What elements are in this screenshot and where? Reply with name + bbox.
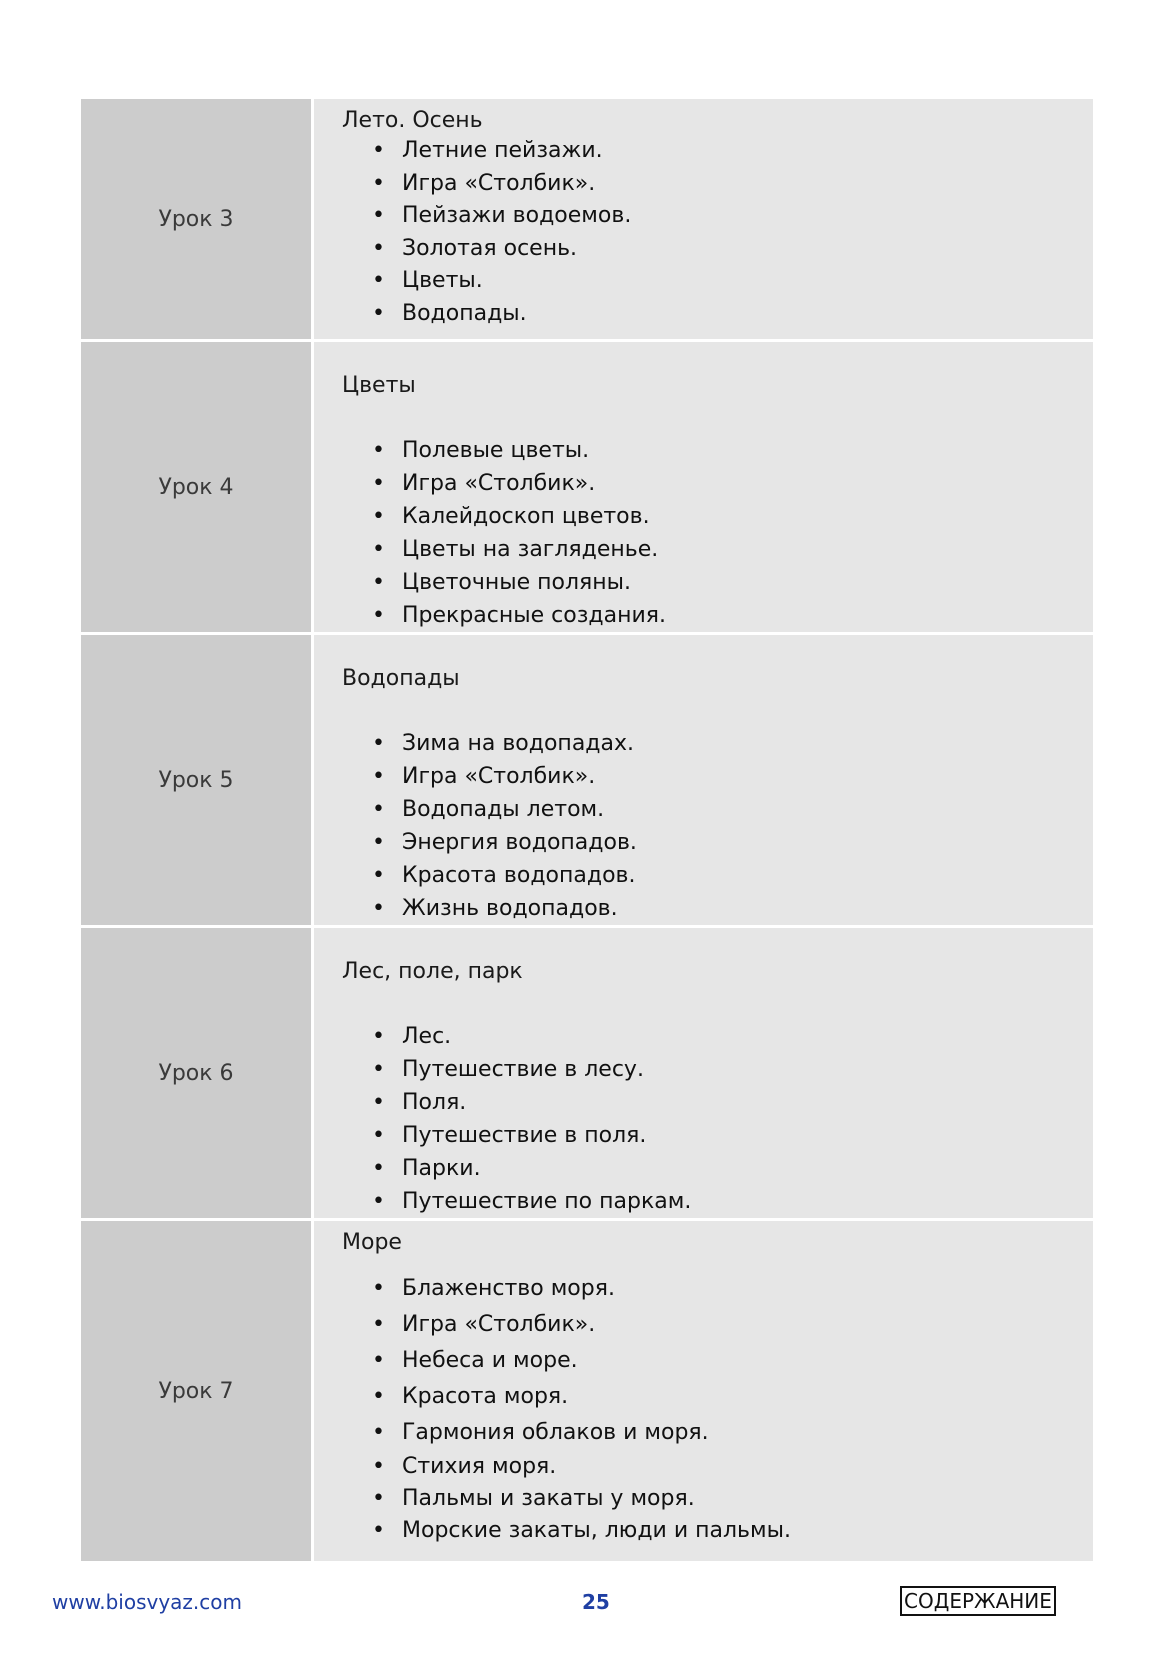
lesson-row [81, 928, 1093, 1221]
list-item: • Водопады летом. [372, 793, 1093, 826]
lesson-topic: Лето. Осень [342, 108, 483, 133]
lesson-content [314, 1221, 1093, 1561]
list-item: • Красота моря. [372, 1379, 1093, 1415]
list-item: • Жизнь водопадов. [372, 892, 1093, 925]
lesson-topic: Цветы [342, 373, 416, 398]
lesson-label: Урок 5 [81, 635, 314, 925]
list-item: • Цветочные поляны. [372, 566, 1093, 599]
list-item: • Зима на водопадах. [372, 727, 1093, 760]
lesson-label: Урок 3 [81, 99, 314, 339]
lesson-topic: Водопады [342, 666, 460, 691]
lesson-topic: Море [342, 1230, 402, 1255]
list-item: • Стихия моря. [372, 1451, 1093, 1483]
toc-button[interactable]: СОДЕРЖАНИЕ [900, 1586, 1056, 1616]
list-item: • Игра «Столбик». [372, 760, 1093, 793]
lesson-content [314, 99, 1093, 339]
list-item: • Гармония облаков и моря. [372, 1415, 1093, 1451]
list-item: • Цветы на загляденье. [372, 533, 1093, 566]
lesson-content [314, 342, 1093, 632]
lesson-row [81, 99, 1093, 342]
list-item: • Лес. [372, 1020, 1093, 1053]
page-number: 25 [582, 1590, 610, 1614]
lesson-row [81, 1221, 1093, 1561]
list-item: • Небеса и море. [372, 1343, 1093, 1379]
lesson-items [342, 727, 1093, 925]
list-item: • Поля. [372, 1086, 1093, 1119]
lessons-table [81, 99, 1093, 1561]
list-item: • Красота водопадов. [372, 859, 1093, 892]
list-item: • Прекрасные создания. [372, 599, 1093, 632]
lesson-topic: Лес, поле, парк [342, 959, 523, 984]
lesson-label: Урок 7 [81, 1221, 314, 1561]
list-item: • Путешествие в поля. [372, 1119, 1093, 1152]
list-item: • Полевые цветы. [372, 434, 1093, 467]
list-item: • Парки. [372, 1152, 1093, 1185]
lesson-content [314, 928, 1093, 1218]
lesson-items [342, 1271, 1093, 1547]
lesson-items [342, 1020, 1093, 1218]
lesson-label: Урок 4 [81, 342, 314, 632]
website-link[interactable]: www.biosvyaz.com [52, 1590, 242, 1614]
lesson-row [81, 342, 1093, 635]
lesson-label: Урок 6 [81, 928, 314, 1218]
list-item: • Путешествие в лесу. [372, 1053, 1093, 1086]
list-item: • Летние пейзажи. [372, 135, 1093, 168]
list-item: • Водопады. [372, 298, 1093, 331]
list-item: • Игра «Столбик». [372, 1307, 1093, 1343]
list-item: • Пейзажи водоемов. [372, 200, 1093, 233]
lesson-items [342, 135, 1093, 330]
list-item: • Игра «Столбик». [372, 168, 1093, 201]
list-item: • Блаженство моря. [372, 1271, 1093, 1307]
lesson-row [81, 635, 1093, 928]
lesson-content [314, 635, 1093, 925]
list-item: • Путешествие по паркам. [372, 1185, 1093, 1218]
list-item: • Пальмы и закаты у моря. [372, 1483, 1093, 1515]
list-item: • Морские закаты, люди и пальмы. [372, 1515, 1093, 1547]
list-item: • Игра «Столбик». [372, 467, 1093, 500]
list-item: • Цветы. [372, 265, 1093, 298]
list-item: • Энергия водопадов. [372, 826, 1093, 859]
list-item: • Калейдоскоп цветов. [372, 500, 1093, 533]
lesson-items [342, 434, 1093, 632]
list-item: • Золотая осень. [372, 233, 1093, 266]
